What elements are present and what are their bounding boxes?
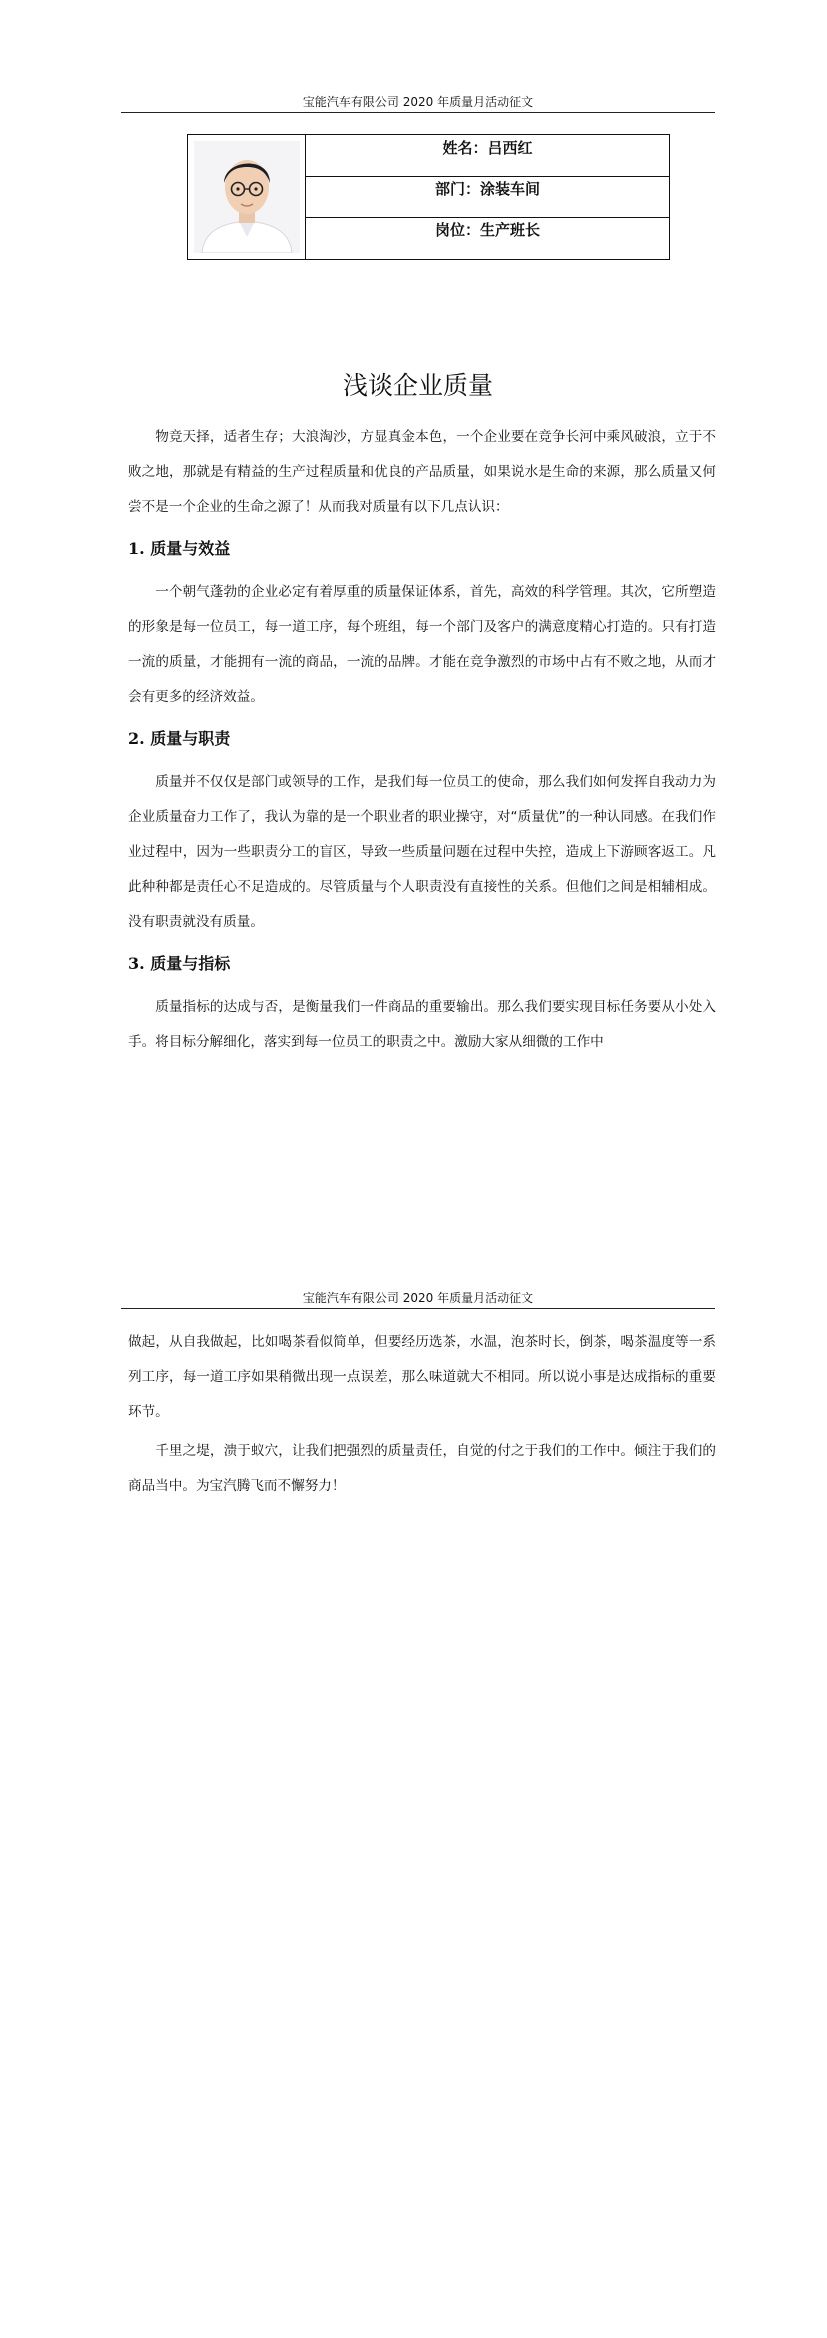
section-heading: 3. 质量与指标 [128, 954, 231, 973]
article-body [128, 420, 716, 1060]
article-body-continued [128, 1325, 716, 1504]
article-title: 浅谈企业质量 [342, 371, 493, 400]
section-heading: 2. 质量与职责 [128, 729, 231, 748]
page-header: 宝能汽车有限公司 2020 年质量月活动征文 [121, 1290, 715, 1309]
section-paragraph: 一个朝气蓬勃的企业必定有着厚重的质量保证体系，首先，高效的科学管理。其次，它所塑造的形象是每一位员工，每一道工序，每个班组，每一个部门及客户的满意度精心打造的。只有打造一流的质量，才能拥有一流的商品，一流的品牌。才能在竞争激烈的市场中占有不败之地，从而才会有更多的经济效益。 [128, 584, 716, 705]
author-name: 姓名：吕西红 [306, 135, 669, 177]
closing-paragraph: 千里之堤，溃于蚁穴，让我们把强烈的质量责任，自觉的付之于我们的工作中。倾注于我们的商品当中。为宝汽腾飞而不懈努力！ [128, 1443, 716, 1494]
author-department: 部门：涂装车间 [306, 176, 669, 218]
portrait-image [194, 141, 300, 253]
page-header: 宝能汽车有限公司 2020 年质量月活动征文 [121, 94, 715, 113]
author-photo [188, 135, 306, 259]
section-paragraph: 质量指标的达成与否，是衡量我们一件商品的重要输出。那么我们要实现目标任务要从小处入手。将目标分解细化，落实到每一位员工的职责之中。激励大家从细微的工作中 [128, 999, 716, 1050]
author-position: 岗位：生产班长 [434, 221, 540, 239]
continuation-paragraph: 做起，从自我做起，比如喝茶看似简单，但要经历选茶，水温，泡茶时长，倒茶，喝茶温度等一系列工序，每一道工序如果稍微出现一点误差，那么味道就大不相同。所以说小事是达成指标的重要环节。 [128, 1334, 716, 1420]
intro-paragraph: 物竞天择，适者生存；大浪淘沙，方显真金本色，一个企业要在竞争长河中乘风破浪，立于不败之地，那就是有精益的生产过程质量和优良的产品质量，如果说水是生命的来源，那么质量又何尝不是一个企业的生命之源了！从而我对质量有以下几点认识： [128, 429, 716, 515]
author-info-table [187, 134, 670, 260]
section-heading: 1. 质量与效益 [128, 539, 231, 558]
section-paragraph: 质量并不仅仅是部门或领导的工作，是我们每一位员工的使命，那么我们如何发挥自我动力为企业质量奋力工作了，我认为靠的是一个职业者的职业操守，对“质量优”的一种认同感。在我们作业过程中，因为一些职责分工的盲区，导致一些质量问题在过程中失控，造成上下游顾客返工。凡此种种都是责任心不足造成的。尽管质量与个人职责没有直接性的关系。但他们之间是相辅相成。没有职责就没有质量。 [128, 774, 716, 930]
